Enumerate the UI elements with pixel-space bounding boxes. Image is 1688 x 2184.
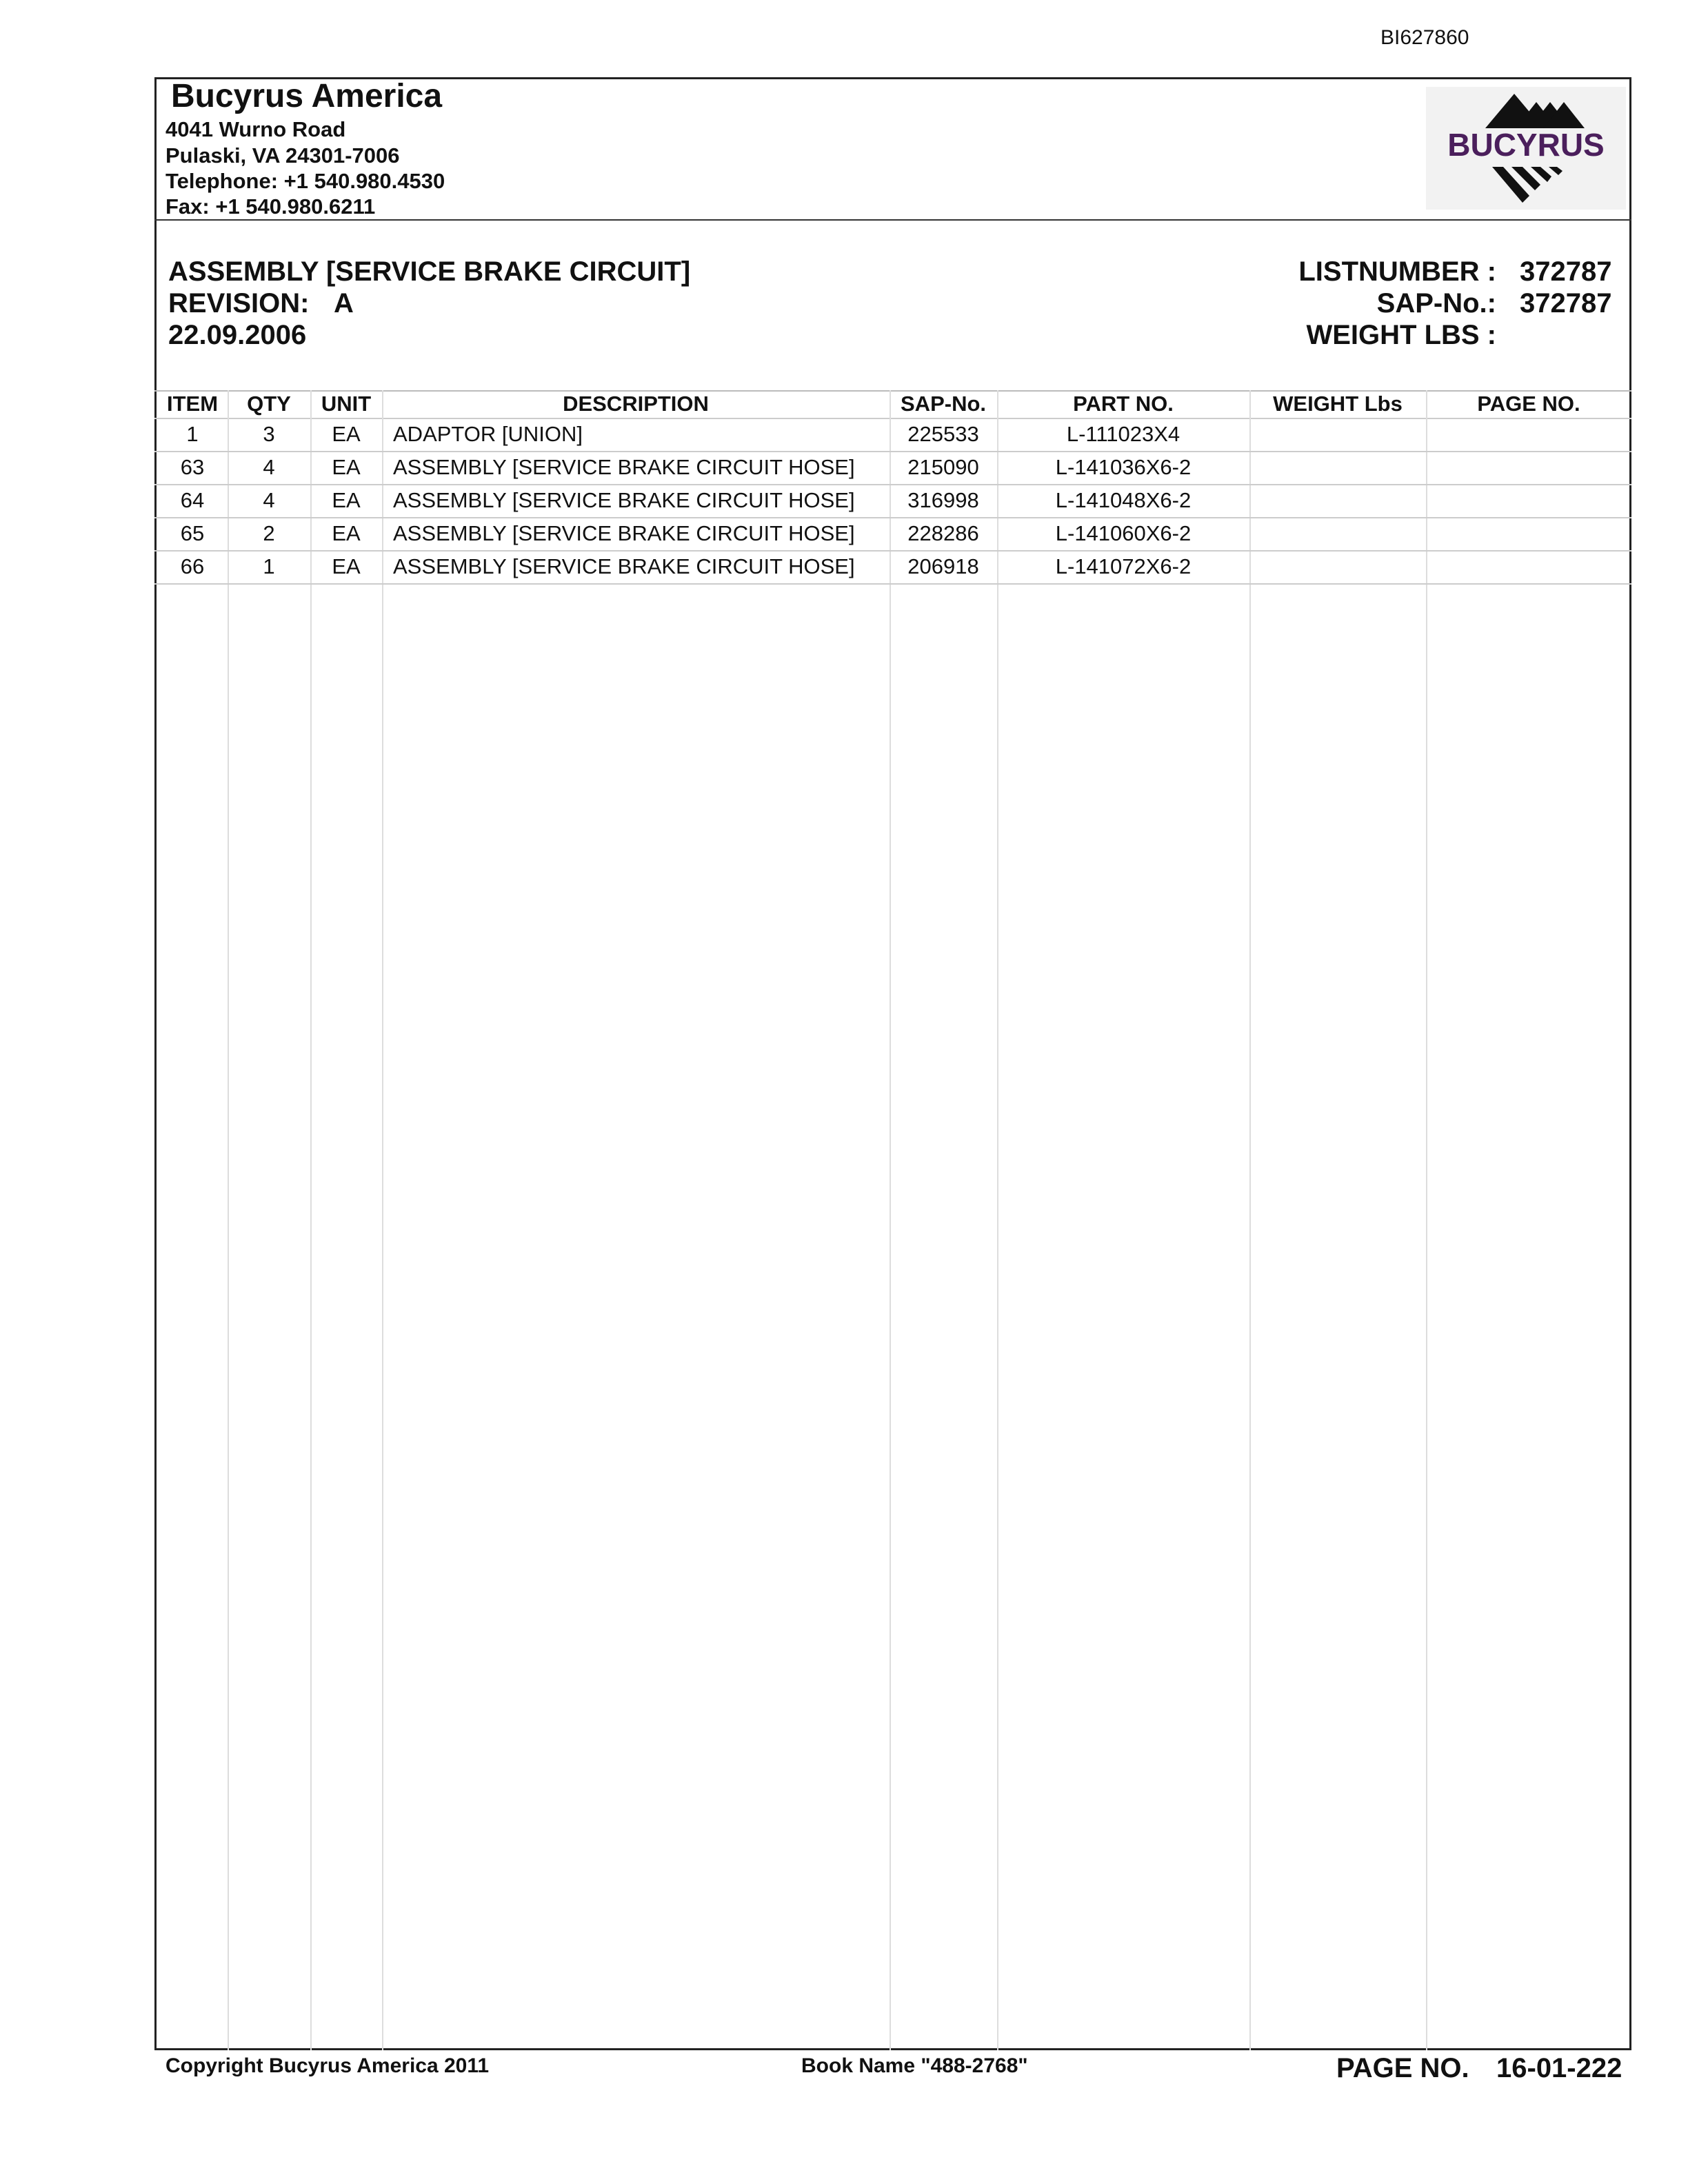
page-number-value: 16-01-222 <box>1496 2053 1622 2083</box>
cell-qty: 4 <box>263 488 275 512</box>
column-divider <box>382 390 383 2050</box>
bucyrus-logo <box>1426 87 1626 210</box>
company-address-line1: 4041 Wurno Road <box>165 117 346 141</box>
row-divider <box>154 451 1631 452</box>
company-fax: Fax: +1 540.980.6211 <box>165 194 376 219</box>
logo-text: BUCYRUS <box>1447 127 1605 163</box>
cell-sap-no: 225533 <box>907 422 979 446</box>
row-divider <box>154 550 1631 552</box>
cell-qty: 2 <box>263 521 275 545</box>
cell-description: ADAPTOR [UNION] <box>393 422 583 446</box>
cell-sap-no: 228286 <box>907 521 979 545</box>
cell-item: 1 <box>186 422 199 446</box>
column-header-page-no: PAGE NO. <box>1477 392 1580 416</box>
cell-part-no: L-111023X4 <box>1066 422 1180 446</box>
cell-description: ASSEMBLY [SERVICE BRAKE CIRCUIT HOSE] <box>393 521 855 545</box>
cell-sap-no: 316998 <box>907 488 979 512</box>
sap-number-value: 372787 <box>1520 288 1612 318</box>
column-header-sap-no: SAP-No. <box>901 392 986 416</box>
cell-part-no: L-141048X6-2 <box>1055 488 1192 512</box>
assembly-title: ASSEMBLY [SERVICE BRAKE CIRCUIT] <box>168 256 691 287</box>
company-telephone: Telephone: +1 540.980.4530 <box>165 169 445 193</box>
column-divider <box>1249 390 1251 2050</box>
cell-part-no: L-141036X6-2 <box>1055 455 1192 479</box>
column-divider <box>228 390 229 2050</box>
header-divider <box>154 219 1631 221</box>
revision-value: A <box>334 288 354 318</box>
cell-description: ASSEMBLY [SERVICE BRAKE CIRCUIT HOSE] <box>393 488 855 512</box>
cell-unit: EA <box>332 422 361 446</box>
table-header-border <box>154 418 1631 419</box>
cell-qty: 3 <box>263 422 275 446</box>
cell-part-no: L-141060X6-2 <box>1055 521 1192 545</box>
cell-unit: EA <box>332 554 361 578</box>
cell-unit: EA <box>332 455 361 479</box>
cell-sap-no: 206918 <box>907 554 979 578</box>
row-divider <box>154 517 1631 518</box>
document-date: 22.09.2006 <box>168 320 307 350</box>
cell-qty: 1 <box>263 554 275 578</box>
column-divider <box>1426 390 1427 2050</box>
column-header-qty: QTY <box>247 392 291 416</box>
company-name: Bucyrus America <box>171 78 443 114</box>
book-name: Book Name "488-2768" <box>801 2054 1028 2077</box>
cell-unit: EA <box>332 488 361 512</box>
column-header-unit: UNIT <box>321 392 372 416</box>
page-frame <box>154 77 1631 2050</box>
column-header-part-no: PART NO. <box>1073 392 1174 416</box>
page-number-label: PAGE NO. <box>1336 2053 1469 2083</box>
column-header-description: DESCRIPTION <box>563 392 709 416</box>
listnumber-value: 372787 <box>1520 256 1612 287</box>
document-id: BI627860 <box>1380 26 1469 49</box>
column-divider <box>310 390 312 2050</box>
column-divider <box>997 390 998 2050</box>
column-header-item: ITEM <box>166 392 219 416</box>
cell-item: 63 <box>180 455 205 479</box>
revision-label: REVISION: <box>168 288 310 318</box>
cell-description: ASSEMBLY [SERVICE BRAKE CIRCUIT HOSE] <box>393 455 855 479</box>
cell-part-no: L-141072X6-2 <box>1055 554 1192 578</box>
column-header-weight: WEIGHT Lbs <box>1273 392 1403 416</box>
cell-qty: 4 <box>263 455 275 479</box>
cell-description: ASSEMBLY [SERVICE BRAKE CIRCUIT HOSE] <box>393 554 855 578</box>
company-address-line2: Pulaski, VA 24301-7006 <box>165 143 400 168</box>
column-divider <box>890 390 891 2050</box>
row-divider <box>154 484 1631 485</box>
weight-label: WEIGHT LBS : <box>1306 320 1496 350</box>
cell-item: 66 <box>180 554 205 578</box>
cell-sap-no: 215090 <box>907 455 979 479</box>
sap-number-label: SAP-No.: <box>1376 288 1496 318</box>
cell-item: 65 <box>180 521 205 545</box>
row-divider <box>154 583 1631 585</box>
cell-item: 64 <box>180 488 205 512</box>
copyright: Copyright Bucyrus America 2011 <box>165 2054 490 2077</box>
listnumber-label: LISTNUMBER : <box>1298 256 1496 287</box>
cell-unit: EA <box>332 521 361 545</box>
